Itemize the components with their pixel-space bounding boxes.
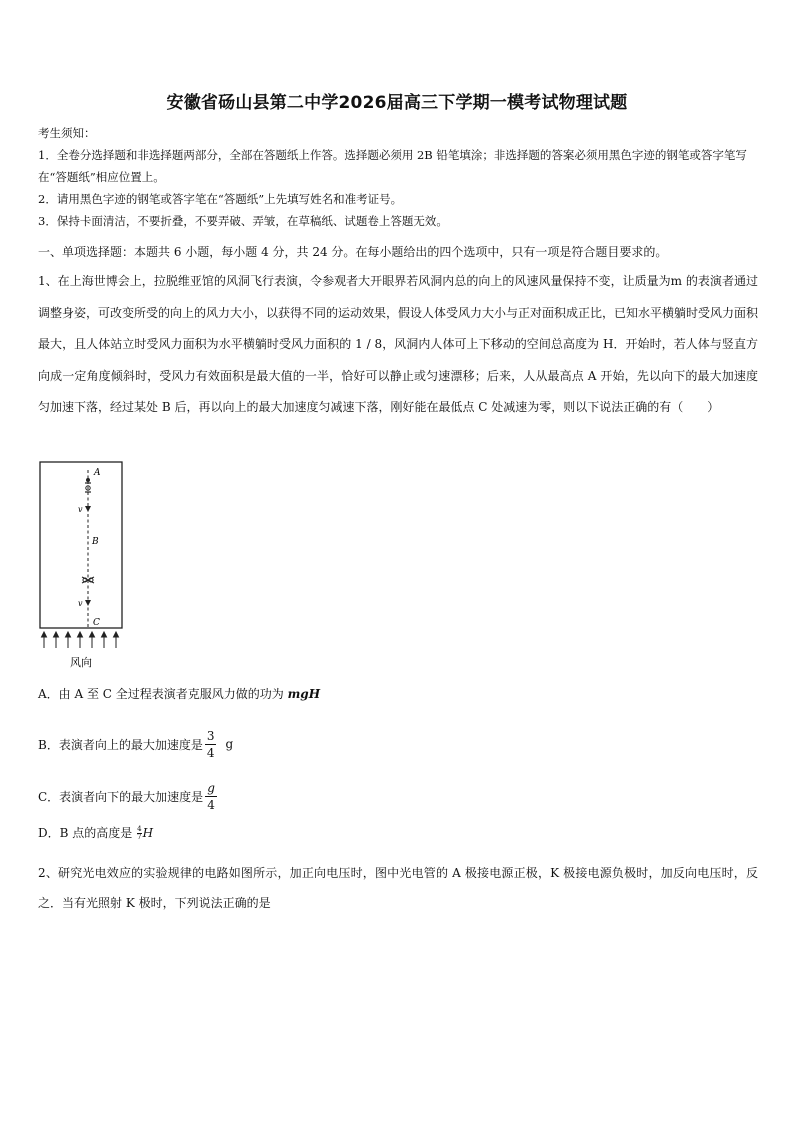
option-d-denominator: 7: [137, 833, 142, 841]
option-c-fraction: [205, 780, 217, 813]
option-b-text: B．表演者向上的最大加速度是: [38, 737, 203, 752]
notice-item-3: 3．保持卡面清洁，不要折叠，不要弄破、弄皱，在草稿纸、试题卷上答题无效。: [38, 214, 448, 228]
question-2-stem: 2、研究光电效应的实验规律的电路如图所示，加正向电压时，图中光电管的 A 极接电源正极，K 极接电源负极时，加反向电压时，反之．当有光照射 K 极时，下列说法正确的是: [38, 866, 758, 910]
option-b-numerator: 3: [206, 728, 215, 743]
wind-arrows: [42, 632, 119, 648]
notice-item-1: 1．全卷分选择题和非选择题两部分，全部在答题纸上作答。选择题必须用 2B 铅笔填涂；非选择题的答案必须用黑色字迹的钢笔或答字笔写在“答题纸”相应位置上。: [38, 148, 747, 184]
wind-tunnel-figure: [38, 460, 138, 672]
question-1-stem: 1、在上海世博会上，拉脱维亚馆的风洞飞行表演，令参观者大开眼界若风洞内总的向上的风速风量保持不变，让质量为m 的表演者通过调整身姿，可改变所受的向上的风力大小，以获得不同的运动效果，假设人体受风力大小与正对面积成正比，已知水平横躺时受风力面积最大，且人体站立时受风力面积为水平横躺时受风力面积的 1 / 8，风洞内人体可上下移动的空间总高度为 H．开始时，若人体与竖直方向成一定角度倾斜时，受风力有效面积是最大值的一半，恰好可以静止或匀速漂移；后来，人从最高点 A 开始，先以向下的最大加速度匀加速下落，经过某处 B 后，再以向上的最大加速度匀减速下落，刚好能在最低点 C 处减速为零，则以下说法正确的有（ ）: [38, 274, 759, 414]
option-b-fraction: [205, 728, 217, 761]
option-a: [38, 685, 758, 702]
label-a: A: [94, 468, 101, 478]
notice-item-2: 2．请用黑色字迹的钢笔或答字笔在“答题纸”上先填写姓名和准考证号。: [38, 192, 403, 206]
exam-notice: [38, 122, 760, 232]
label-v-top: v: [78, 505, 83, 514]
notice-heading: 考生须知：: [38, 126, 96, 140]
option-c: [38, 772, 758, 820]
option-c-denominator: 4: [207, 797, 215, 812]
arrow-down-icon-2: [85, 600, 91, 606]
option-d-numerator: 4: [137, 825, 142, 833]
option-d-suffix: H: [142, 826, 154, 840]
option-a-text: A．由 A 至 C 全过程表演者克服风力做的功为: [38, 687, 284, 701]
option-b-suffix: g: [225, 737, 234, 751]
option-b: [38, 720, 758, 768]
arrow-down-icon: [85, 506, 91, 512]
section-heading: 一、单项选择题：本题共 6 小题，每小题 4 分，共 24 分。在每小题给出的四个选项中，只有一项是符合题目要求的。: [38, 245, 668, 259]
option-c-numerator: g: [207, 780, 215, 795]
option-b-denominator: 4: [206, 745, 215, 760]
option-c-text: C．表演者向下的最大加速度是: [38, 789, 204, 804]
wind-direction-caption: 风向: [70, 656, 92, 669]
wind-tunnel-diagram: [38, 460, 138, 672]
performer-top-icon: [85, 478, 91, 492]
label-b: B: [92, 537, 99, 547]
option-a-math: mgH: [287, 687, 321, 701]
option-d-text: D．B 点的高度是: [38, 826, 133, 840]
page-title: 安徽省砀山县第二中学2026届高三下学期一模考试物理试题: [166, 93, 628, 113]
option-d-fraction: [137, 826, 141, 841]
label-v-bottom: v: [78, 599, 83, 608]
label-c: C: [93, 618, 100, 628]
option-d: [38, 824, 758, 841]
